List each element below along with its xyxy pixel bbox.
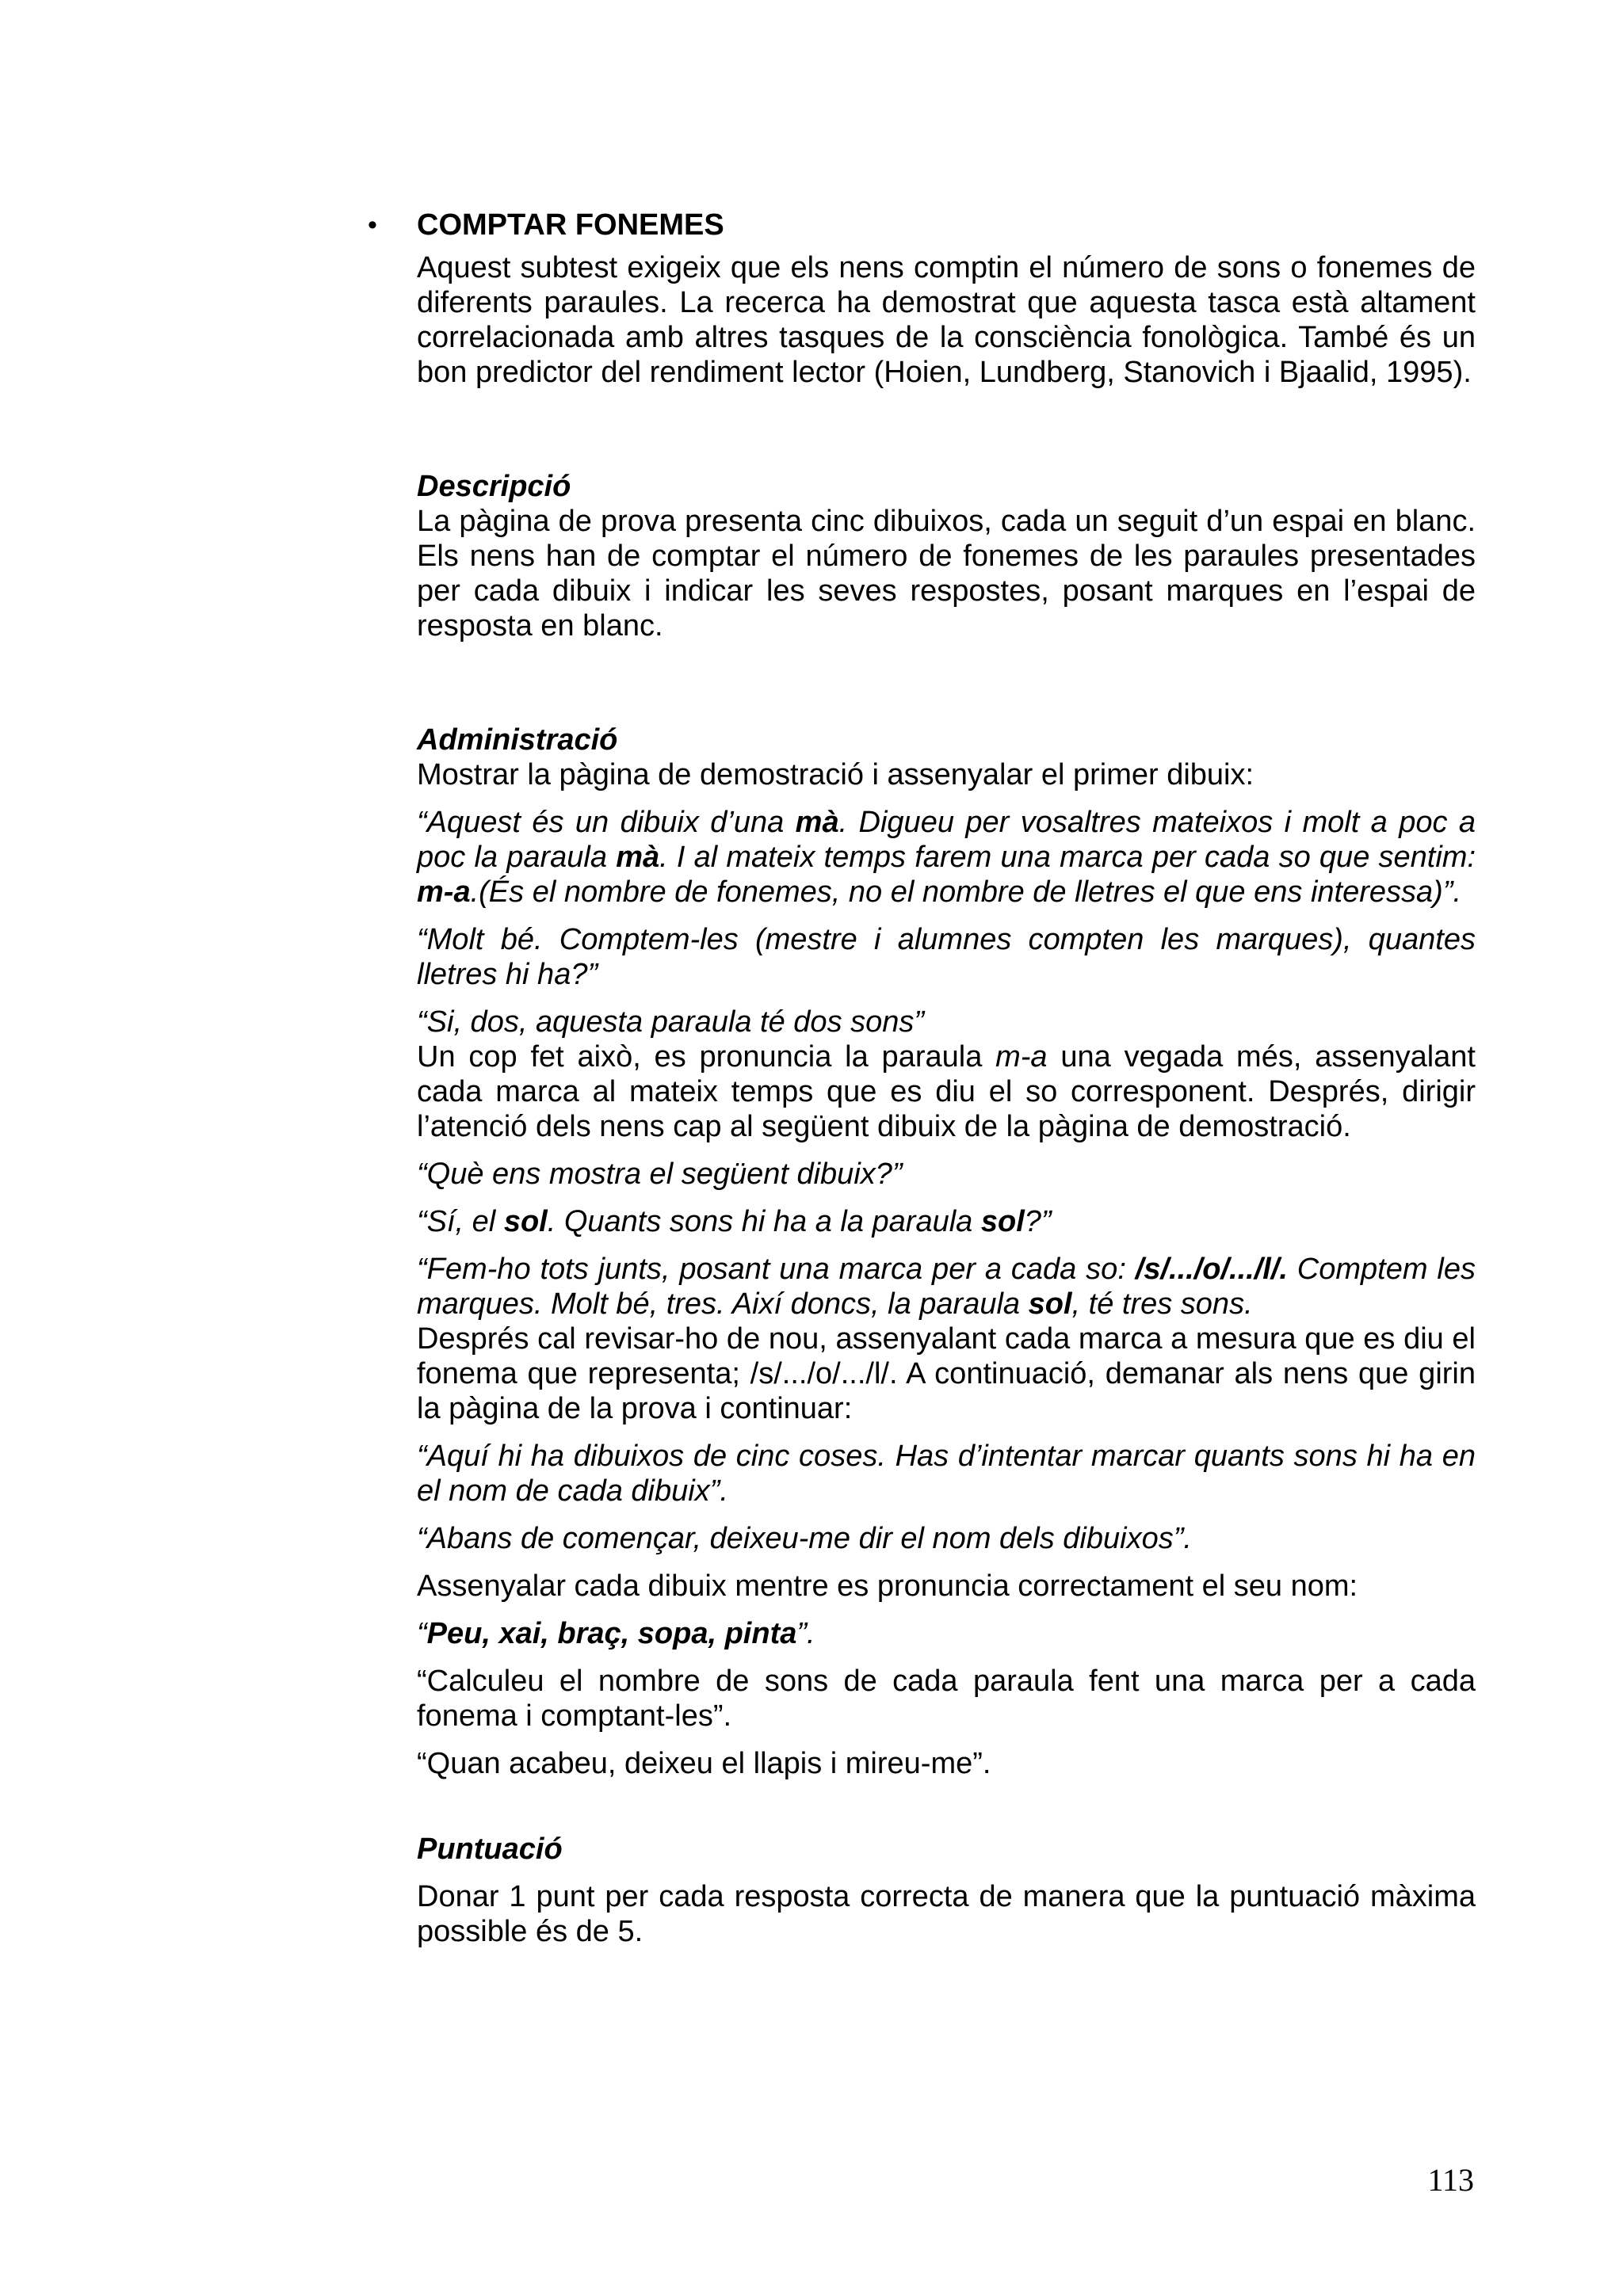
admin-paragraph-2: Un cop fet això, es pronuncia la paraula m-a una vegada més, assenyalant cada marca al mateix temps que es diu el so corresponent. Després, dirigir l’atenció dels nens cap al següent dibuix de la pàgina de demostració. [417,1040,1476,1143]
admin-quote-9: “Peu, xai, braç, sopa, pinta”. [417,1617,815,1650]
administracio-heading: Administració [417,723,618,757]
admin-paragraph-1: Mostrar la pàgina de demostració i assenyalar el primer dibuix: [417,758,1254,791]
admin-quote-2: “Molt bé. Comptem-les (mestre i alumnes compten les marques), quantes lletres hi ha?” [417,923,1476,991]
admin-quote-8: “Abans de començar, deixeu-me dir el nom dels dibuixos”. [417,1522,1192,1555]
admin-paragraph-4: Assenyalar cada dibuix mentre es pronuncia correctament el seu nom: [417,1569,1358,1603]
descripcio-text: La pàgina de prova presenta cinc dibuixos, cada un seguit d’un espai en blanc. Els nens han de comptar el número de fonemes de les paraules presentades per cada dibuix i indicar les seves respostes, posant marques en l’espai de resposta en blanc. [417,505,1476,643]
admin-quote-4: “Què ens mostra el següent dibuix?” [417,1158,903,1191]
admin-quote-7: “Aquí hi ha dibuixos de cinc coses. Has d’intentar marcar quants sons hi ha en el nom de cada dibuix”. [417,1440,1476,1508]
page-number: 113 [1427,2162,1474,2198]
puntuacio-text: Donar 1 punt per cada resposta correcta de manera que la puntuació màxima possible és de 5. [417,1880,1476,1948]
section-heading-row [368,208,1476,250]
descripcio-heading: Descripció [417,470,571,503]
admin-quote-1: “Aquest és un dibuix d’una mà. Digueu per vosaltres mateixos i molt a poc a poc la paraula mà. I al mateix temps farem una marca per cada so que sentim: m-a.(És el nombre de fonemes, no el nombre de lletres el que ens interessa)”. [417,806,1476,909]
bullet-icon: • [368,210,377,240]
admin-paragraph-3: Després cal revisar-ho de nou, assenyalant cada marca a mesura que es diu el fonema que representa; /s/.../o/.../l/. A continuació, demanar als nens que girin la pàgina de la prova i continuar: [417,1322,1476,1425]
admin-quote-3: “Si, dos, aquesta paraula té dos sons” [417,1005,925,1039]
section-title: COMPTAR FONEMES [417,208,724,242]
page-content [368,208,1476,1949]
section-intro: Aquest subtest exigeix que els nens comptin el número de sons o fonemes de diferents paraules. La recerca ha demostrat que aquesta tasca està altament correlacionada amb altres tasques de la consciència fonològica. També és un bon predictor del rendiment lector (Hoien, Lundberg, Stanovich i Bjaalid, 1995). [417,251,1476,389]
admin-quote-5: “Sí, el sol. Quants sons hi ha a la paraula sol?” [417,1205,1052,1238]
admin-quote-6: “Fem-ho tots junts, posant una marca per a cada so: /s/.../o/.../l/. Comptem les marques. Molt bé, tres. Així doncs, la paraula sol, té tres sons. [417,1253,1476,1321]
admin-paragraph-5: “Calculeu el nombre de sons de cada paraula fent una marca per a cada fonema i comptant-les”. [417,1665,1476,1733]
admin-paragraph-6: “Quan acabeu, deixeu el llapis i mireu-me”. [417,1747,991,1780]
puntuacio-heading: Puntuació [417,1833,563,1866]
